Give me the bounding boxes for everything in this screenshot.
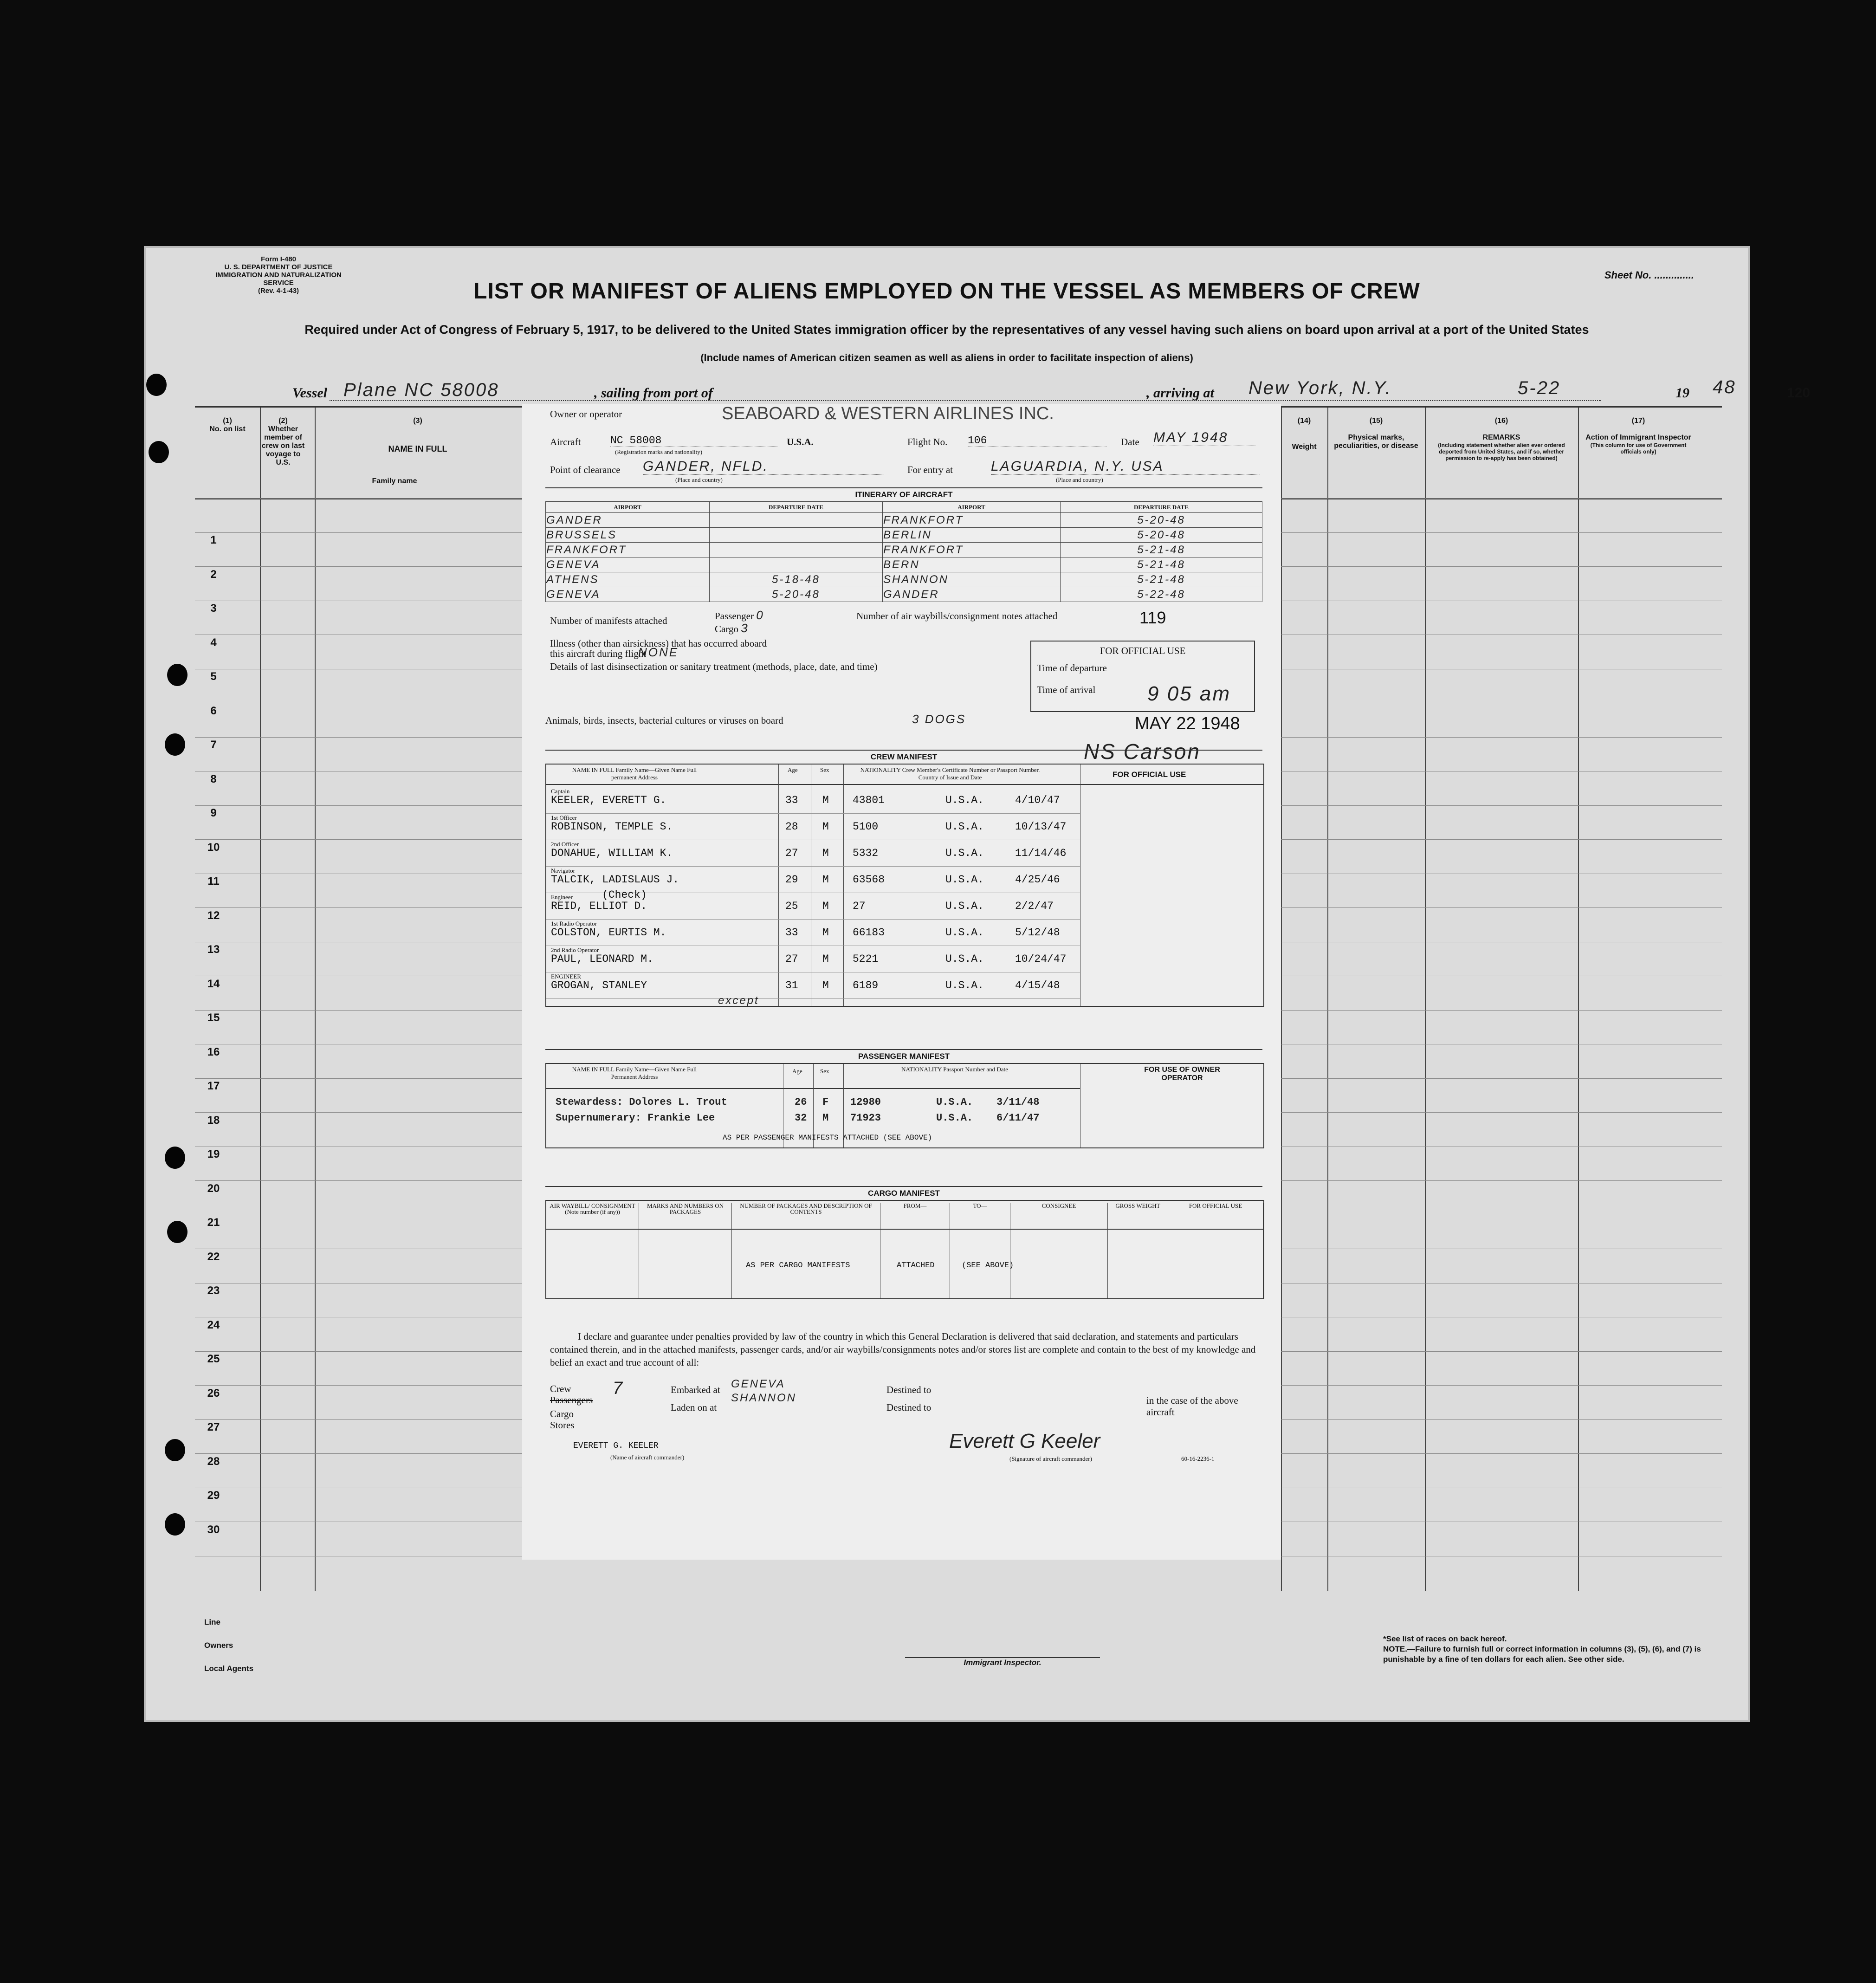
year-prefix: 19 bbox=[1675, 385, 1689, 401]
arriving-value: New York, N.Y. bbox=[1249, 378, 1392, 398]
crew-age: 28 bbox=[785, 821, 798, 833]
aircraft-value: NC 58008 bbox=[610, 434, 777, 447]
row-number: 9 bbox=[210, 807, 217, 819]
footer-note bbox=[1383, 1634, 1708, 1665]
department: U. S. DEPARTMENT OF JUSTICE bbox=[224, 263, 333, 271]
col-divider bbox=[1281, 408, 1282, 1591]
crew-issue-date: 4/10/47 bbox=[1015, 794, 1060, 806]
itinerary-airport: BERN bbox=[883, 557, 1061, 572]
itinerary-departure-date: 5-20-48 bbox=[1061, 528, 1262, 543]
embarked-label: Embarked at bbox=[671, 1384, 720, 1395]
crew-issue-date: 2/2/47 bbox=[1015, 900, 1054, 912]
row-number: 29 bbox=[207, 1489, 220, 1502]
cargo-column-header: MARKS AND NUMBERS ON PACKAGES bbox=[639, 1203, 732, 1298]
page-number: 120 bbox=[1787, 385, 1811, 401]
crew-sex-header: Sex bbox=[820, 766, 829, 773]
row-number: 4 bbox=[210, 636, 217, 649]
row-number: 23 bbox=[207, 1284, 220, 1297]
arrival-date: 5-22 bbox=[1518, 378, 1561, 398]
sheet-label: Sheet No. bbox=[1604, 269, 1652, 281]
cargo-word: Cargo bbox=[550, 1408, 574, 1419]
row-number: 28 bbox=[207, 1455, 220, 1468]
itinerary-departure-date bbox=[710, 513, 883, 528]
crew-sex: M bbox=[822, 927, 829, 939]
form-subtitle-note: (Include names of American citizen seamen as well as aliens in order to facilitate inspection of aliens) bbox=[700, 352, 1193, 363]
flight-value: 106 bbox=[968, 434, 1107, 447]
passenger-note: AS PER PASSENGER MANIFESTS ATTACHED (SEE ABOVE) bbox=[723, 1134, 932, 1142]
itinerary-airport: FRANKFORT bbox=[883, 513, 1061, 528]
service: IMMIGRATION AND NATURALIZATION SERVICE bbox=[215, 271, 342, 287]
date-value: MAY 1948 bbox=[1153, 430, 1255, 446]
row-number: 18 bbox=[207, 1114, 220, 1127]
family-name-header: Family name bbox=[372, 477, 417, 485]
itinerary-departure-date bbox=[710, 543, 883, 557]
crew-issue-date: 5/12/48 bbox=[1015, 927, 1060, 939]
punch-hole bbox=[146, 374, 167, 396]
itinerary-airport-header: AIRPORT bbox=[883, 502, 1061, 513]
passenger-nationality-header: NATIONALITY Passport Number and Date bbox=[901, 1066, 1008, 1073]
animals-label: Animals, birds, insects, bacterial cultures or viruses on board bbox=[545, 715, 783, 726]
declaration-categories bbox=[550, 1383, 593, 1431]
crew-col-divider bbox=[778, 765, 779, 1006]
crew-certificate: 27 bbox=[853, 900, 866, 912]
manifests-label: Number of manifests attached bbox=[550, 615, 667, 626]
immigrant-inspector-line: Immigrant Inspector. bbox=[905, 1657, 1100, 1667]
cargo-note-2: ATTACHED bbox=[897, 1261, 935, 1270]
passenger-age-header: Age bbox=[792, 1068, 802, 1075]
owners-label: Owners bbox=[204, 1641, 233, 1650]
crew-word: Crew bbox=[550, 1383, 571, 1394]
weight-header: (14) Weight bbox=[1292, 417, 1317, 451]
row-number: 8 bbox=[210, 772, 217, 785]
crew-name-header: NAME IN FULL Family Name—Given Name Full permanent Address bbox=[572, 766, 697, 781]
crew-sex: M bbox=[822, 794, 829, 806]
itinerary-airport: GANDER bbox=[883, 587, 1061, 602]
aircraft-caption: (Registration marks and nationality) bbox=[615, 448, 703, 455]
passenger-date: 3/11/48 bbox=[996, 1096, 1040, 1108]
cargo-manifest-title: CARGO MANIFEST bbox=[545, 1186, 1262, 1198]
clearance-value: GANDER, NFLD. bbox=[643, 459, 884, 475]
official-use-box bbox=[1030, 641, 1255, 712]
vessel-underline bbox=[330, 400, 1601, 401]
entry-caption: (Place and country) bbox=[1056, 476, 1103, 483]
remarks-header: (16) REMARKS (Including statement whether alien ever ordered deported from United States, and if so, whether permission to re-apply has been obtained) bbox=[1438, 417, 1565, 461]
itinerary-airport: BERLIN bbox=[883, 528, 1061, 543]
crew-name: PAUL, LEONARD M. bbox=[551, 953, 653, 965]
arrival-time-label: Time of arrival bbox=[1037, 684, 1096, 695]
passenger-manifest-title: PASSENGER MANIFEST bbox=[545, 1049, 1262, 1061]
row-number: 17 bbox=[207, 1080, 220, 1092]
crew-issue-date: 4/15/48 bbox=[1015, 979, 1060, 992]
cargo-column-header: FROM— bbox=[880, 1203, 950, 1298]
crew-row-line bbox=[546, 919, 1080, 920]
passenger-name-header: NAME IN FULL Family Name—Given Name Full Permanent Address bbox=[572, 1066, 697, 1080]
crew-age: 25 bbox=[785, 900, 798, 912]
entry-value: LAGUARDIA, N.Y. USA bbox=[991, 459, 1260, 475]
cargo-column-header: AIR WAYBILL/ CONSIGNMENT (Note number (if any)) bbox=[546, 1203, 639, 1298]
itinerary-departure-date bbox=[710, 528, 883, 543]
crew-certificate: 5100 bbox=[853, 821, 879, 833]
itinerary-row bbox=[546, 557, 1262, 572]
crew-sex: M bbox=[822, 979, 829, 992]
crew-certificate: 5221 bbox=[853, 953, 879, 965]
aircraft-label: Aircraft bbox=[550, 436, 581, 447]
crew-age: 27 bbox=[785, 953, 798, 965]
row-number: 15 bbox=[207, 1011, 220, 1024]
punch-hole bbox=[167, 1221, 188, 1243]
agents-label: Local Agents bbox=[204, 1664, 254, 1673]
embarked-value: GENEVA bbox=[731, 1378, 785, 1390]
crew-row-line bbox=[546, 813, 1080, 814]
row-number: 24 bbox=[207, 1318, 220, 1331]
itinerary-airport: GENEVA bbox=[546, 587, 710, 602]
crew-count: 7 bbox=[613, 1379, 624, 1398]
crew-header-divider bbox=[546, 784, 1263, 785]
crew-certificate: 5332 bbox=[853, 847, 879, 859]
crew-annotation: except bbox=[718, 994, 759, 1007]
arrival-stamp: MAY 22 1948 bbox=[1135, 714, 1240, 733]
disinsect-label: Details of last disinsectization or sanitary treatment (methods, place, date, and time) bbox=[550, 661, 878, 672]
col-divider bbox=[315, 408, 316, 1591]
crew-issue-date: 10/24/47 bbox=[1015, 953, 1067, 965]
aircraft-case-note: in the case of the above aircraft bbox=[1146, 1395, 1238, 1418]
col-divider bbox=[260, 408, 261, 1591]
crew-nationality: U.S.A. bbox=[945, 979, 984, 992]
col-divider bbox=[1327, 408, 1328, 1591]
vessel-label: Vessel bbox=[292, 385, 327, 401]
clearance-caption: (Place and country) bbox=[675, 476, 723, 483]
crew-age: 31 bbox=[785, 979, 798, 992]
vessel-line bbox=[292, 377, 1811, 404]
crew-role: Engineer bbox=[551, 894, 573, 901]
crew-col-divider bbox=[843, 765, 844, 1006]
itinerary-rows bbox=[546, 513, 1262, 602]
destined-label-1: Destined to bbox=[886, 1384, 932, 1395]
cargo-column-header: NUMBER OF PACKAGES AND DESCRIPTION OF CONTENTS bbox=[732, 1203, 880, 1298]
crew-official-header: FOR OFFICIAL USE bbox=[1113, 770, 1186, 779]
crew-issue-date: 11/14/46 bbox=[1015, 847, 1067, 859]
row-number: 21 bbox=[207, 1216, 220, 1229]
sheet-number: Sheet No. .............. bbox=[1604, 269, 1694, 281]
cargo-column-header: TO— bbox=[950, 1203, 1010, 1298]
passenger-age: 26 bbox=[795, 1096, 807, 1108]
destined-label-2: Destined to bbox=[886, 1402, 932, 1413]
crew-name: TALCIK, LADISLAUS J. bbox=[551, 874, 679, 886]
action-inspector-header: (17) Action of Immigrant Inspector (This column for use of Government officials only) bbox=[1585, 417, 1691, 455]
waybills-value: 119 bbox=[1139, 608, 1166, 627]
crew-age: 33 bbox=[785, 927, 798, 939]
itinerary-departure-date: 5-21-48 bbox=[1061, 572, 1262, 587]
itinerary-row bbox=[546, 513, 1262, 528]
passenger-nationality: U.S.A. bbox=[936, 1112, 973, 1124]
entry-label: For entry at bbox=[907, 464, 953, 475]
row-number: 25 bbox=[207, 1353, 220, 1365]
laden-label: Laden on at bbox=[671, 1402, 717, 1413]
passenger-age: 32 bbox=[795, 1112, 807, 1124]
itinerary-departure-date: 5-21-48 bbox=[1061, 543, 1262, 557]
official-use-title: FOR OFFICIAL USE bbox=[1100, 645, 1186, 656]
crew-certificate: 63568 bbox=[853, 874, 885, 886]
row-number: 16 bbox=[207, 1045, 220, 1058]
page-footer bbox=[204, 1611, 253, 1680]
animals-value: 3 DOGS bbox=[912, 712, 966, 726]
row-number: 5 bbox=[210, 670, 217, 683]
year-value: 48 bbox=[1713, 377, 1736, 397]
crew-nationality: U.S.A. bbox=[945, 900, 984, 912]
crew-name: DONAHUE, WILLIAM K. bbox=[551, 847, 673, 859]
commander-name: EVERETT G. KEELER bbox=[573, 1441, 659, 1451]
aircraft-country: U.S.A. bbox=[787, 436, 814, 447]
crew-age: 27 bbox=[785, 847, 798, 859]
crew-sex: M bbox=[822, 900, 829, 912]
line-label: Line bbox=[204, 1618, 220, 1627]
crew-name: REID, ELLIOT D. bbox=[551, 900, 647, 912]
row-number: 3 bbox=[210, 602, 217, 615]
passenger-manifest-table bbox=[545, 1063, 1264, 1148]
date-label: Date bbox=[1121, 436, 1139, 447]
punch-hole bbox=[165, 1147, 185, 1169]
crew-certificate: 66183 bbox=[853, 927, 885, 939]
owner-value: SEABOARD & WESTERN AIRLINES INC. bbox=[722, 404, 1054, 423]
itinerary-date-header: DEPARTURE DATE bbox=[1061, 502, 1262, 513]
cargo-note-1: AS PER CARGO MANIFESTS bbox=[746, 1261, 850, 1270]
crew-age-header: Age bbox=[788, 766, 798, 773]
passenger-name: Supernumerary: Frankie Lee bbox=[556, 1112, 715, 1124]
row-number: 27 bbox=[207, 1421, 220, 1433]
commander-caption: (Name of aircraft commander) bbox=[610, 1454, 685, 1461]
row-number: 30 bbox=[207, 1523, 220, 1536]
itinerary-row bbox=[546, 543, 1262, 557]
itinerary-airport: FRANKFORT bbox=[883, 543, 1061, 557]
general-declaration-sheet bbox=[522, 404, 1281, 1560]
col-2-header: (2) Whether member of crew on last voyage to U.S. bbox=[261, 417, 305, 467]
itinerary-airport-header: AIRPORT bbox=[546, 502, 710, 513]
arriving-label: , arriving at bbox=[1146, 385, 1214, 401]
row-number: 13 bbox=[207, 943, 220, 956]
sailing-label: , sailing from port of bbox=[594, 385, 713, 401]
row-number: 20 bbox=[207, 1182, 220, 1195]
crew-name: ROBINSON, TEMPLE S. bbox=[551, 821, 673, 833]
punch-hole bbox=[165, 1439, 185, 1461]
passenger-name: Stewardess: Dolores L. Trout bbox=[556, 1096, 727, 1108]
crew-row-line bbox=[546, 866, 1080, 867]
row-number: 6 bbox=[210, 704, 217, 717]
itinerary-row bbox=[546, 572, 1262, 587]
passenger-sex-header: Sex bbox=[820, 1068, 829, 1075]
passenger-date: 6/11/47 bbox=[996, 1112, 1040, 1124]
waybills-label: Number of air waybills/consignment notes attached bbox=[856, 610, 1058, 622]
crew-sex: M bbox=[822, 953, 829, 965]
passenger-manifest: Passenger 0 bbox=[715, 608, 764, 622]
crew-sex: M bbox=[822, 874, 829, 886]
cargo-column-header: GROSS WEIGHT bbox=[1108, 1203, 1168, 1298]
crew-check-note: (Check) bbox=[602, 889, 647, 901]
crew-nationality: U.S.A. bbox=[945, 821, 984, 833]
passenger-passport: 12980 bbox=[850, 1096, 881, 1108]
physical-marks-header: (15) Physical marks, peculiarities, or disease bbox=[1334, 417, 1418, 450]
itinerary-row bbox=[546, 528, 1262, 543]
crew-sex: M bbox=[822, 821, 829, 833]
itinerary-header-row bbox=[546, 502, 1262, 513]
row-number: 14 bbox=[207, 977, 220, 990]
crew-role: 2nd Officer bbox=[551, 841, 579, 848]
itinerary-table bbox=[545, 501, 1262, 602]
itinerary-airport: FRANKFORT bbox=[546, 543, 710, 557]
crew-role: Navigator bbox=[551, 867, 575, 874]
fine-note: NOTE.—Failure to furnish full or correct information in columns (3), (5), (6), and (7) is punishable by a fine of ten dollars for each alien. See other side. bbox=[1383, 1645, 1701, 1664]
cargo-note-3: (SEE ABOVE) bbox=[962, 1261, 1014, 1270]
row-number: 10 bbox=[207, 841, 220, 854]
passenger-sex: M bbox=[822, 1112, 829, 1124]
crew-manifest-table bbox=[545, 764, 1264, 1007]
cargo-column-header: FOR OFFICIAL USE bbox=[1168, 1203, 1263, 1298]
punch-hole bbox=[167, 664, 188, 686]
arrival-time-value: 9 05 am bbox=[1147, 682, 1231, 705]
itinerary-row bbox=[546, 587, 1262, 602]
itinerary-date-header: DEPARTURE DATE bbox=[710, 502, 883, 513]
passengers-word: Passengers bbox=[550, 1394, 593, 1406]
crew-issue-date: 10/13/47 bbox=[1015, 821, 1067, 833]
crew-role: Captain bbox=[551, 788, 570, 795]
print-code: 60-16-2236-1 bbox=[1181, 1455, 1215, 1462]
inspector-initials: NS Carson bbox=[1084, 739, 1201, 764]
passenger-nationality: U.S.A. bbox=[936, 1096, 973, 1108]
clearance-label: Point of clearance bbox=[550, 464, 621, 475]
itinerary-title: ITINERARY OF AIRCRAFT bbox=[545, 487, 1262, 499]
itinerary-departure-date: 5-21-48 bbox=[1061, 557, 1262, 572]
row-number: 2 bbox=[210, 568, 217, 581]
crew-role: 2nd Radio Operator bbox=[551, 946, 599, 953]
crew-role: 1st Officer bbox=[551, 814, 577, 821]
crew-nationality: U.S.A. bbox=[945, 953, 984, 965]
cargo-column-header: CONSIGNEE bbox=[1010, 1203, 1108, 1298]
col-1-header: (1) No. on list bbox=[209, 417, 246, 433]
crew-name: KEELER, EVERETT G. bbox=[551, 794, 666, 806]
crew-name: GROGAN, STANLEY bbox=[551, 979, 647, 992]
form-number: Form I-480 bbox=[261, 255, 296, 263]
laden-value: SHANNON bbox=[731, 1392, 797, 1404]
itinerary-departure-date: 5-20-48 bbox=[710, 587, 883, 602]
passenger-owner-header: FOR USE OF OWNER OPERATOR bbox=[1144, 1066, 1220, 1082]
illness-label: Illness (other than airsickness) that has occurred aboard this aircraft during flight bbox=[550, 638, 767, 659]
owner-label: Owner or operator bbox=[550, 408, 622, 420]
illness-value: NONE bbox=[638, 645, 679, 659]
itinerary-airport: GANDER bbox=[546, 513, 710, 528]
row-number: 12 bbox=[207, 909, 220, 922]
departure-time-label: Time of departure bbox=[1037, 662, 1107, 674]
crew-role: 1st Radio Operator bbox=[551, 920, 597, 927]
revision: (Rev. 4-1-43) bbox=[258, 287, 299, 295]
row-number: 11 bbox=[207, 875, 220, 888]
itinerary-airport: BRUSSELS bbox=[546, 528, 710, 543]
row-number: 19 bbox=[207, 1148, 220, 1160]
crew-manifest-title: CREW MANIFEST bbox=[545, 750, 1262, 762]
declaration-text: I declare and guarantee under penalties provided by law of the country in which this General Declaration is delivered that said declaration, and statements and particulars contained therein, and in the attached manifests, passenger cards, and/or air waybills/consignments notes and/or stores list are complete and contain to the best of my knowledge and belief an exact and true account of all: bbox=[550, 1331, 1256, 1368]
crew-nationality: U.S.A. bbox=[945, 927, 984, 939]
crew-age: 33 bbox=[785, 794, 798, 806]
itinerary-airport: SHANNON bbox=[883, 572, 1061, 587]
flight-label: Flight No. bbox=[907, 436, 948, 447]
crew-issue-date: 4/25/46 bbox=[1015, 874, 1060, 886]
signature-caption: (Signature of aircraft commander) bbox=[1009, 1455, 1092, 1462]
vessel-value: Plane NC 58008 bbox=[343, 380, 499, 400]
itinerary-departure-date: 5-22-48 bbox=[1061, 587, 1262, 602]
stores-word: Stores bbox=[550, 1419, 575, 1431]
punch-hole bbox=[165, 1513, 185, 1536]
races-note: *See list of races on back hereof. bbox=[1383, 1634, 1507, 1643]
form-subtitle: Required under Act of Congress of February 5, 1917, to be delivered to the United States immigration officer by the representatives of any vessel having such aliens on board upon arrival at a port of the United States bbox=[304, 323, 1589, 337]
punch-hole bbox=[149, 441, 169, 463]
itinerary-airport: GENEVA bbox=[546, 557, 710, 572]
crew-role: ENGINEER bbox=[551, 973, 581, 980]
col-3-header: (3) NAME IN FULL bbox=[388, 417, 447, 454]
itinerary-departure-date: 5-20-48 bbox=[1061, 513, 1262, 528]
commander-signature: Everett G Keeler bbox=[949, 1430, 1100, 1452]
crew-certificate: 43801 bbox=[853, 794, 885, 806]
cargo-manifest: Cargo 3 bbox=[715, 621, 749, 635]
itinerary-departure-date bbox=[710, 557, 883, 572]
row-number: 7 bbox=[210, 739, 217, 751]
col-divider bbox=[1425, 408, 1426, 1591]
crew-nationality: U.S.A. bbox=[945, 847, 984, 859]
crew-nationality: U.S.A. bbox=[945, 794, 984, 806]
col-divider bbox=[1578, 408, 1579, 1591]
passenger-sex: F bbox=[822, 1096, 829, 1108]
crew-nationality-header: NATIONALITY Crew Member's Certificate Number or Passport Number. Country of Issue and Date bbox=[860, 766, 1040, 781]
itinerary-airport: ATHENS bbox=[546, 572, 710, 587]
row-number: 26 bbox=[207, 1387, 220, 1400]
itinerary-departure-date: 5-18-48 bbox=[710, 572, 883, 587]
crew-row-line bbox=[546, 998, 1080, 999]
page-title: LIST OR MANIFEST OF ALIENS EMPLOYED ON THE VESSEL AS MEMBERS OF CREW bbox=[473, 279, 1420, 304]
row-number: 22 bbox=[207, 1250, 220, 1263]
punch-hole bbox=[165, 733, 185, 756]
crew-certificate: 6189 bbox=[853, 979, 879, 992]
passenger-passport: 71923 bbox=[850, 1112, 881, 1124]
crew-sex: M bbox=[822, 847, 829, 859]
crew-nationality: U.S.A. bbox=[945, 874, 984, 886]
crew-name: COLSTON, EURTIS M. bbox=[551, 927, 666, 939]
row-number: 1 bbox=[210, 534, 217, 546]
crew-age: 29 bbox=[785, 874, 798, 886]
cargo-manifest-table bbox=[545, 1200, 1264, 1299]
